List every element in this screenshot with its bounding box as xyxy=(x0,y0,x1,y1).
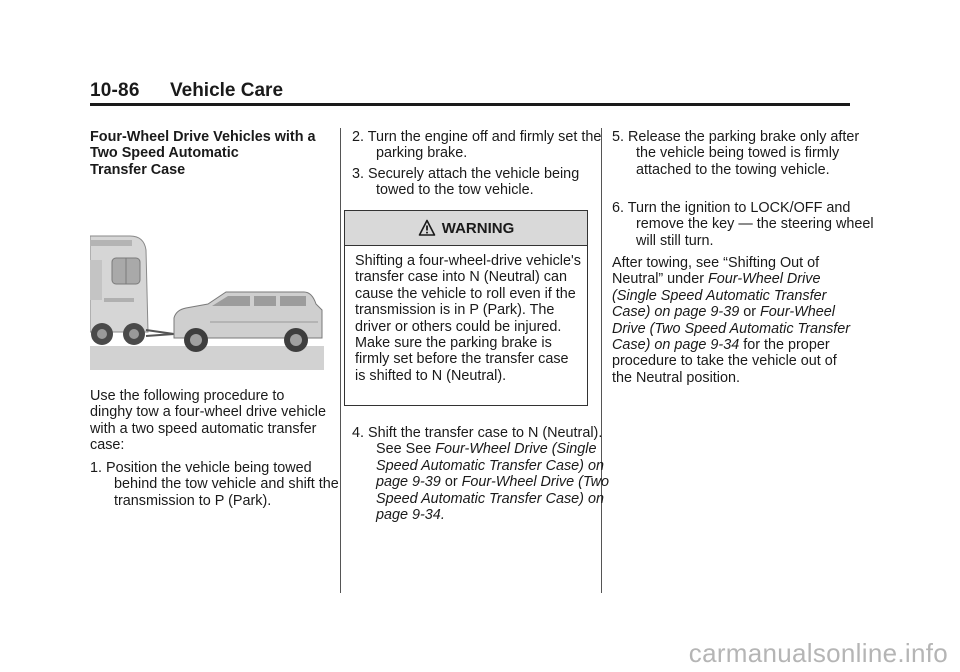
step-4-text: 4. Shift the transfer case to N (Neutral). See See xyxy=(352,425,603,458)
step-3: 3. Securely attach the vehicle being towed to the tow vehicle. xyxy=(352,166,580,199)
after-towing-paragraph xyxy=(612,255,852,386)
site-watermark: carmanualsonline.info xyxy=(688,638,948,668)
dinghy-tow-illustration xyxy=(90,200,324,370)
step-4-or: or xyxy=(444,474,458,491)
warning-label: WARNING xyxy=(441,219,515,237)
after-towing-text: After towing, see “Shifting Out of Neutral” under xyxy=(612,255,820,288)
after-towing-end: for the proper procedure to take the vehicle out of the Neutral position. xyxy=(612,337,837,386)
step-5: 5. Release the parking brake only after the vehicle being towed is firmly attached to the towing vehicle. xyxy=(612,129,860,178)
step-1: 1. Position the vehicle being towed behind the tow vehicle and shift the transmission to P (Park). xyxy=(90,460,339,509)
warning-header xyxy=(345,211,587,246)
page-number: 10-86 xyxy=(90,80,140,101)
warning-text: Shifting a four-wheel-drive vehicle's transfer case into N (Neutral) can cause the vehicle to roll even if the transmission is in P (Park). The driver or others could be injured. Make sure the parking brake is firmly set before the transfer case is shifted to N (Neutral). xyxy=(355,253,581,384)
warning-box xyxy=(344,210,588,406)
step-6: 6. Turn the ignition to LOCK/OFF and remove the key — the steering wheel will still turn. xyxy=(612,200,874,249)
step-2: 2. Turn the engine off and firmly set the parking brake. xyxy=(352,129,602,162)
intro-paragraph: Use the following procedure to dinghy tow a four-wheel drive vehicle with a two speed automatic transfer case: xyxy=(90,388,326,454)
after-towing-reference-two-speed[interactable]: Four-Wheel Drive (Two Speed Automatic Transfer Case) on page 9-34 xyxy=(612,304,851,354)
section-title: Vehicle Care xyxy=(170,80,284,101)
header-rule xyxy=(90,103,850,106)
heading-line: Four-Wheel Drive Vehicles with a xyxy=(90,129,316,145)
step-4-end: . xyxy=(440,507,445,524)
heading-line: Two Speed Automatic xyxy=(90,145,239,162)
column-divider-1 xyxy=(340,128,341,593)
warning-icon xyxy=(418,219,436,237)
heading-line: Transfer Case xyxy=(90,161,186,178)
towing-vehicle-image xyxy=(90,200,324,370)
step-4-reference-two-speed[interactable]: Four-Wheel Drive (Two Speed Automatic Transfer Case) on page 9-34 xyxy=(376,474,610,524)
step-4-reference-single-speed[interactable]: Four-Wheel Drive (Single Speed Automatic Transfer Case) on page 9-39 xyxy=(376,441,604,491)
section-heading xyxy=(90,129,330,178)
after-towing-or: or xyxy=(743,304,757,321)
step-4 xyxy=(352,425,614,523)
after-towing-reference-single-speed[interactable]: Four-Wheel Drive (Single Speed Automatic Transfer Case) on page 9-39 xyxy=(612,271,827,321)
